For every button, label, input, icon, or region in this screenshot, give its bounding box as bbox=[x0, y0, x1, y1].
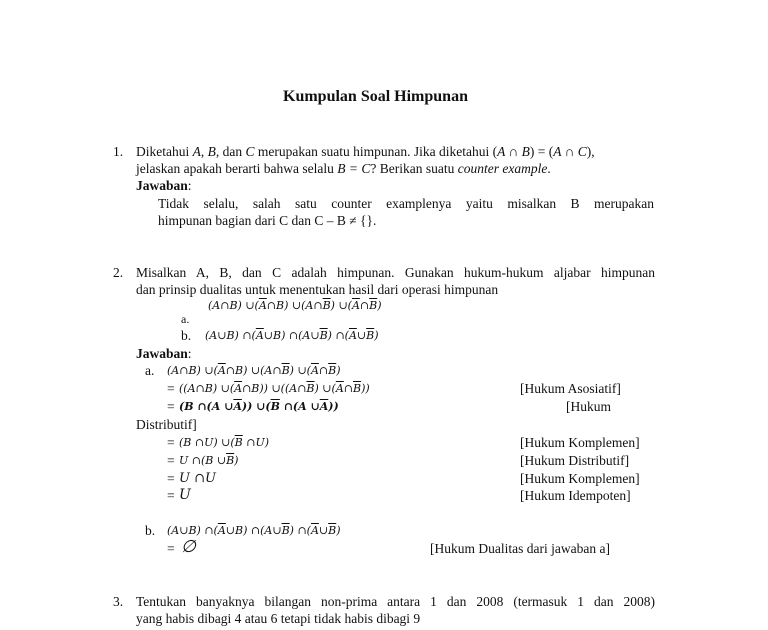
q2-step-expr: ∅ bbox=[181, 537, 196, 557]
q3-number: 3. bbox=[113, 594, 124, 609]
q2-item-a-expr: (A∩B) $\cup(\overline{A}\cap B)$ $\cup(A\cap\overline{B})$ $\cup(\overline{A}\cap\overline{B})$ bbox=[208, 299, 382, 312]
q2-answer-label: Jawaban bbox=[136, 346, 188, 361]
q2-step-expr: (B ∩(A $\cup\overline{A}$)) $\cup(\overline{B}$ ∩(A $\cup\overline{A}$)) bbox=[179, 400, 339, 413]
q2-item-b-expr: (A∪B) $\cap(\overline{A}\cup B)$ $\cap(A\cup\overline{B})$ $\cap(\overline{A}\cup\overline{B})$ bbox=[205, 329, 379, 342]
q2-step-law: [Hukum Komplemen] bbox=[520, 471, 640, 486]
q2-line2: dan prinsip dualitas untuk menentukan hasil dari operasi himpunan bbox=[136, 282, 499, 297]
q1-number: 1. bbox=[113, 144, 124, 159]
q1-line1 bbox=[136, 143, 595, 160]
q1-expr-left: A ∩ B bbox=[497, 144, 530, 159]
q2-step-law: [Hukum Dualitas dari jawaban a] bbox=[430, 541, 610, 556]
q1-expr-right: A ∩ C bbox=[553, 144, 587, 159]
q2-step-label: = bbox=[167, 399, 175, 414]
q2-step-expr: ((A∩B) $\cup(\overline{A}\cap B)$) $\cup((A\cap\overline{B})$ $\cup(\overline{A}\cap\overline{B})$) bbox=[179, 382, 370, 395]
q1-answer-label: Jawaban bbox=[136, 178, 188, 193]
q1-line2 bbox=[136, 160, 551, 177]
q1-var-b: B bbox=[207, 144, 216, 159]
q2-step-label: = bbox=[167, 488, 175, 503]
q1-var-c: C bbox=[245, 144, 255, 159]
page-title: Kumpulan Soal Himpunan bbox=[283, 88, 468, 105]
q1-text: merupakan suatu himpunan. Jika diketahui ( bbox=[254, 144, 498, 159]
q2-step-label: = bbox=[167, 541, 175, 556]
q2-step-label: b. bbox=[145, 523, 156, 538]
q2-step-expr: (A∩B) $\cup(\overline{A}\cap B)$ $\cup(A\cap\overline{B})$ $\cup(\overline{A}\cap\overline{B})$ bbox=[167, 364, 341, 377]
q1-text: ? Berikan suatu bbox=[370, 161, 458, 176]
q2-step-expr: U ∩(B $\cup\overline{B}$) bbox=[179, 454, 239, 467]
q2-line1: Misalkan A, B, dan C adalah himpunan. Gunakan hukum-hukum aljabar himpunan bbox=[136, 265, 655, 280]
q2-answer-colon: : bbox=[187, 346, 192, 361]
q2-number: 2. bbox=[113, 265, 124, 280]
q2-step-label: = bbox=[167, 453, 175, 468]
q2-item-a-label: a. bbox=[181, 312, 190, 326]
q1-text: , bbox=[200, 144, 208, 159]
q2-step-expr: (B ∩U) $\cup(\overline{B}$ ∩U) bbox=[179, 436, 270, 449]
q2-step-law: [Hukum Asosiatif] bbox=[520, 381, 621, 396]
q2-step-expr: (A∪B) $\cap(\overline{A}\cup B)$ $\cap(A\cup\overline{B})$ $\cap(\overline{A}\cup\overline{B})$ bbox=[167, 524, 341, 537]
q2-item-b-label: b. bbox=[181, 328, 192, 343]
q1-answer-line2: himpunan bagian dari C dan C – B ≠ {}. bbox=[158, 213, 377, 228]
q1-text: ), bbox=[586, 144, 595, 159]
q1-text: . bbox=[547, 161, 551, 176]
q2-step-label: = bbox=[167, 471, 175, 486]
q1-counter-example: counter example bbox=[457, 161, 548, 176]
q2-step-label: = bbox=[167, 435, 175, 450]
q1-eq: B = C bbox=[337, 161, 371, 176]
q2-step-law: [Hukum Distributif] bbox=[520, 453, 630, 468]
q1-text: jelaskan apakah berarti bahwa selalu bbox=[136, 161, 338, 176]
q1-answer-colon: : bbox=[187, 178, 192, 193]
q2-wrap-text: Distributif] bbox=[136, 417, 197, 432]
q1-var-a: A bbox=[192, 144, 201, 159]
q1-answer-heading bbox=[136, 177, 192, 194]
q2-step-expr: U bbox=[179, 487, 191, 503]
q3-line1: Tentukan banyaknya bilangan non-prima antara 1 dan 2008 (termasuk 1 dan 2008) bbox=[136, 594, 655, 609]
q1-text: Diketahui bbox=[136, 144, 193, 159]
q1-answer-line1: Tidak selalu, salah satu counter examplenya yaitu misalkan B merupakan bbox=[158, 196, 654, 211]
q2-step-law: [Hukum Idempoten] bbox=[520, 488, 631, 503]
q1-text: ) = ( bbox=[529, 144, 554, 159]
q3-line2: yang habis dibagi 4 atau 6 tetapi tidak habis dibagi 9 bbox=[136, 611, 421, 626]
q2-step-label: a. bbox=[145, 363, 155, 378]
q2-step-law: [Hukum Komplemen] bbox=[520, 435, 640, 450]
q2-answer-heading bbox=[136, 345, 192, 362]
q2-step-law: [Hukum bbox=[566, 399, 611, 414]
q2-step-label: = bbox=[167, 381, 175, 396]
q2-step-expr: U ∩U bbox=[179, 471, 216, 486]
q1-text: , dan bbox=[215, 144, 246, 159]
